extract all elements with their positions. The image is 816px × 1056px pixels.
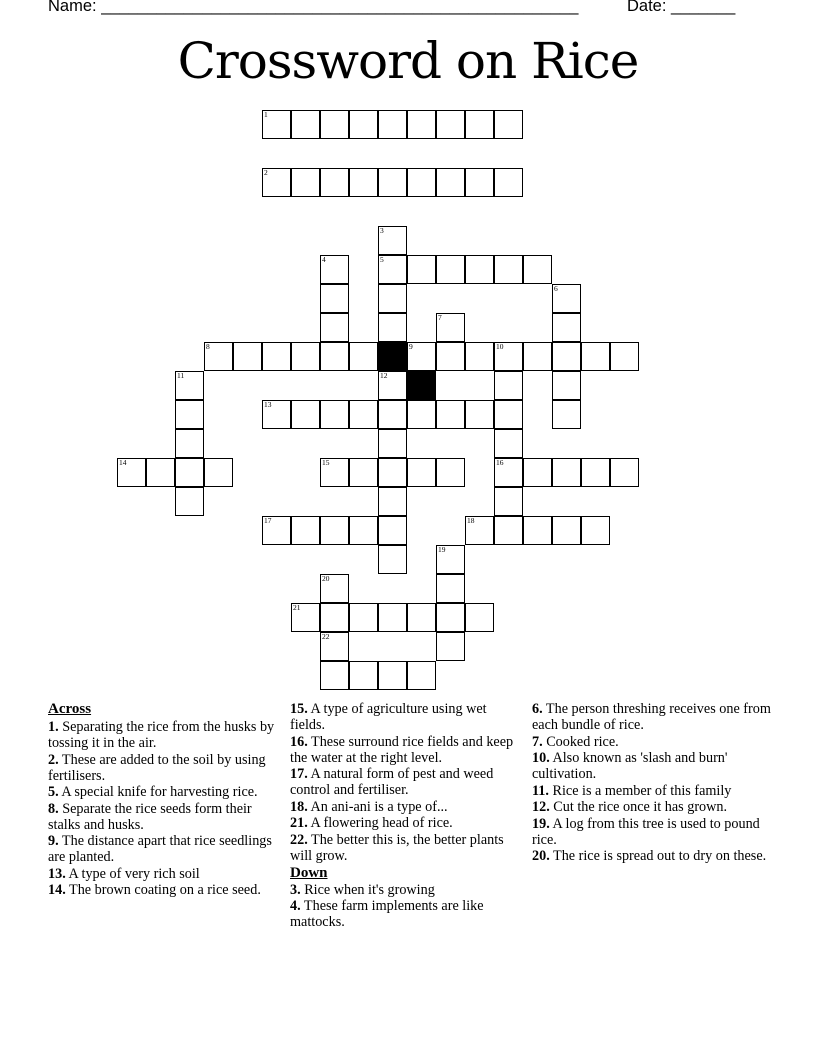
grid-cell[interactable] bbox=[378, 255, 407, 284]
cell-number: 6 bbox=[554, 284, 558, 293]
grid-cell[interactable] bbox=[436, 400, 465, 429]
cell-number: 20 bbox=[322, 574, 330, 583]
clues-column-3 bbox=[532, 701, 772, 865]
clue-text: A flowering head of rice. bbox=[307, 815, 453, 831]
clue-number: 22. bbox=[290, 831, 308, 848]
grid-cell[interactable] bbox=[378, 429, 407, 458]
name-label: Name: bbox=[48, 0, 102, 15]
grid-cell[interactable] bbox=[349, 603, 378, 632]
grid-cell[interactable] bbox=[378, 545, 407, 574]
grid-cell[interactable] bbox=[291, 400, 320, 429]
clue-text: Cut the rice once it has grown. bbox=[549, 799, 728, 815]
grid-cell[interactable] bbox=[552, 313, 581, 342]
cell-number: 21 bbox=[293, 603, 301, 612]
grid-cell[interactable] bbox=[407, 342, 436, 371]
grid-cell[interactable] bbox=[349, 661, 378, 690]
grid-cell[interactable] bbox=[175, 400, 204, 429]
grid-cell[interactable] bbox=[320, 342, 349, 371]
grid-cell[interactable] bbox=[349, 168, 378, 197]
grid-cell[interactable] bbox=[552, 342, 581, 371]
clue bbox=[48, 801, 284, 833]
clue bbox=[532, 816, 772, 848]
clue bbox=[290, 832, 522, 864]
clue-number: 18. bbox=[290, 798, 308, 815]
clue-number: 10. bbox=[532, 750, 550, 766]
grid-cell[interactable] bbox=[378, 661, 407, 690]
grid-cell[interactable] bbox=[523, 516, 552, 545]
clue-number: 17. bbox=[290, 766, 308, 782]
clue bbox=[48, 882, 284, 898]
grid-cell[interactable] bbox=[262, 168, 291, 197]
grid-cell[interactable] bbox=[407, 110, 436, 139]
grid-cell[interactable] bbox=[378, 603, 407, 632]
clue-text: An ani-ani is a type of... bbox=[307, 798, 448, 815]
cell-number: 8 bbox=[206, 342, 210, 351]
cell-number: 11 bbox=[177, 371, 185, 380]
cell-number: 14 bbox=[119, 458, 127, 467]
clue-text: Also known as 'slash and burn' cultivation. bbox=[532, 750, 728, 782]
grid-cell[interactable] bbox=[610, 458, 639, 487]
grid-cell[interactable] bbox=[436, 632, 465, 661]
name-line: ____________________________________________________ bbox=[101, 0, 579, 15]
down-heading: Down bbox=[290, 864, 328, 881]
grid-cell[interactable] bbox=[465, 168, 494, 197]
grid-cell[interactable] bbox=[552, 458, 581, 487]
clue-number: 3. bbox=[290, 881, 301, 898]
grid-cell[interactable] bbox=[378, 110, 407, 139]
grid-cell[interactable] bbox=[494, 458, 523, 487]
grid-cell[interactable] bbox=[378, 313, 407, 342]
grid-cell[interactable] bbox=[494, 487, 523, 516]
grid-cell[interactable] bbox=[320, 313, 349, 342]
grid-cell[interactable] bbox=[581, 458, 610, 487]
grid-cell[interactable] bbox=[320, 458, 349, 487]
clue-number: 15. bbox=[290, 701, 308, 717]
grid-cell[interactable] bbox=[320, 574, 349, 603]
grid-cell[interactable] bbox=[407, 661, 436, 690]
clue bbox=[290, 882, 522, 898]
grid-cell[interactable] bbox=[320, 603, 349, 632]
grid-cell[interactable] bbox=[465, 516, 494, 545]
grid-cell[interactable] bbox=[320, 255, 349, 284]
clue-text: A type of agriculture using wet fields. bbox=[290, 701, 487, 733]
grid-cell[interactable] bbox=[436, 458, 465, 487]
grid-cell[interactable] bbox=[204, 342, 233, 371]
grid-cell[interactable] bbox=[436, 342, 465, 371]
cell-number: 22 bbox=[322, 632, 330, 641]
clue-number: 14. bbox=[48, 882, 66, 898]
cell-number: 13 bbox=[264, 400, 272, 409]
grid-cell[interactable] bbox=[378, 400, 407, 429]
grid-cell[interactable] bbox=[291, 516, 320, 545]
grid-cell[interactable] bbox=[494, 400, 523, 429]
clue bbox=[48, 719, 284, 751]
grid-cell[interactable] bbox=[581, 516, 610, 545]
grid-cell[interactable] bbox=[262, 400, 291, 429]
cell-number: 15 bbox=[322, 458, 330, 467]
clue-number: 8. bbox=[48, 800, 59, 817]
clues-column-2 bbox=[290, 701, 522, 931]
clue bbox=[48, 752, 284, 784]
grid-cell[interactable] bbox=[494, 110, 523, 139]
cell-number: 4 bbox=[322, 255, 326, 264]
grid-cell[interactable] bbox=[436, 110, 465, 139]
grid-cell[interactable] bbox=[349, 458, 378, 487]
clue-text: The better this is, the better plants will grow. bbox=[290, 831, 504, 864]
grid-cell[interactable] bbox=[465, 603, 494, 632]
grid-cell[interactable] bbox=[378, 487, 407, 516]
grid-cell[interactable] bbox=[291, 603, 320, 632]
clue-text: A log from this tree is used to pound rice. bbox=[532, 815, 760, 848]
cell-number: 7 bbox=[438, 313, 442, 322]
grid-cell[interactable] bbox=[610, 342, 639, 371]
grid-cell[interactable] bbox=[494, 342, 523, 371]
cell-number: 18 bbox=[467, 516, 475, 525]
clue-text: Cooked rice. bbox=[542, 733, 619, 750]
clue bbox=[532, 734, 772, 750]
clue-number: 9. bbox=[48, 833, 59, 849]
cell-number: 9 bbox=[409, 342, 413, 351]
grid-cell[interactable] bbox=[320, 400, 349, 429]
clue-number: 20. bbox=[532, 848, 550, 864]
grid-cell[interactable] bbox=[552, 371, 581, 400]
clue bbox=[48, 866, 284, 882]
grid-cell[interactable] bbox=[436, 313, 465, 342]
grid-cell[interactable] bbox=[494, 371, 523, 400]
clue bbox=[532, 701, 772, 733]
grid-cell[interactable] bbox=[436, 168, 465, 197]
clue-text: The rice is spread out to dry on these. bbox=[549, 848, 767, 864]
grid-cell[interactable] bbox=[465, 400, 494, 429]
grid-cell[interactable] bbox=[378, 284, 407, 313]
across-heading: Across bbox=[48, 701, 92, 717]
clue-text: These farm implements are like mattocks. bbox=[290, 898, 484, 930]
clue-text: Rice is a member of this family bbox=[548, 782, 732, 799]
grid-cell[interactable] bbox=[349, 400, 378, 429]
clue-number: 1. bbox=[48, 719, 59, 735]
grid-cell[interactable] bbox=[349, 516, 378, 545]
cell-number: 10 bbox=[496, 342, 504, 351]
grid-cell[interactable] bbox=[262, 110, 291, 139]
clue-text: The person threshing receives one from each bundle of rice. bbox=[532, 701, 771, 733]
cell-number: 16 bbox=[496, 458, 504, 467]
clue bbox=[290, 734, 522, 766]
grid-cell[interactable] bbox=[523, 255, 552, 284]
grid-cell[interactable] bbox=[378, 458, 407, 487]
cell-number: 2 bbox=[264, 168, 268, 177]
cell-number: 12 bbox=[380, 371, 388, 380]
clues-column-1 bbox=[48, 701, 284, 899]
clue-text: These surround rice fields and keep the water at the right level. bbox=[290, 733, 514, 766]
clue-number: 4. bbox=[290, 898, 301, 914]
clue bbox=[532, 750, 772, 782]
grid-cell[interactable] bbox=[378, 226, 407, 255]
grid-cell[interactable] bbox=[146, 458, 175, 487]
clue-number: 12. bbox=[532, 799, 550, 815]
grid-cell[interactable] bbox=[494, 516, 523, 545]
grid-cell[interactable] bbox=[436, 255, 465, 284]
grid-cell[interactable] bbox=[320, 110, 349, 139]
grid-cell[interactable] bbox=[465, 110, 494, 139]
grid-cell[interactable] bbox=[175, 429, 204, 458]
grid-cell[interactable] bbox=[407, 458, 436, 487]
grid-cell[interactable] bbox=[291, 342, 320, 371]
grid-cell[interactable] bbox=[117, 458, 146, 487]
grid-cell[interactable] bbox=[175, 487, 204, 516]
grid-cell[interactable] bbox=[320, 661, 349, 690]
clue-text: The brown coating on a rice seed. bbox=[65, 882, 261, 898]
grid-cell[interactable] bbox=[175, 371, 204, 400]
grid-cell[interactable] bbox=[407, 168, 436, 197]
clue-number: 19. bbox=[532, 815, 550, 832]
grid-cell[interactable] bbox=[436, 574, 465, 603]
cell-number: 19 bbox=[438, 545, 446, 554]
clue-text: Separate the rice seeds form their stalks and husks. bbox=[48, 800, 252, 833]
clue-number: 5. bbox=[48, 784, 59, 800]
page-title: Crossword on Rice bbox=[177, 32, 639, 90]
grid-cell[interactable] bbox=[320, 632, 349, 661]
grid-cell[interactable] bbox=[436, 603, 465, 632]
clue bbox=[290, 799, 522, 815]
clue-text: These are added to the soil by using fertilisers. bbox=[48, 751, 266, 784]
clue-text: Rice when it's growing bbox=[300, 881, 435, 898]
grid-cell[interactable] bbox=[523, 342, 552, 371]
clue bbox=[290, 701, 522, 733]
grid-cell[interactable] bbox=[349, 342, 378, 371]
clue-number: 7. bbox=[532, 733, 543, 750]
grid-cell[interactable] bbox=[175, 458, 204, 487]
grid-cell[interactable] bbox=[291, 110, 320, 139]
cell-number: 5 bbox=[380, 255, 384, 264]
clue bbox=[290, 898, 522, 930]
clue-text: A natural form of pest and weed control and fertiliser. bbox=[290, 766, 494, 798]
grid-cell[interactable] bbox=[407, 400, 436, 429]
date-label: Date: bbox=[627, 0, 672, 15]
grid-cell[interactable] bbox=[320, 284, 349, 313]
date-line: _______ bbox=[671, 0, 736, 15]
clue-number: 16. bbox=[290, 733, 308, 750]
grid-cell[interactable] bbox=[552, 284, 581, 313]
cell-number: 17 bbox=[264, 516, 272, 525]
grid-cell[interactable] bbox=[378, 516, 407, 545]
grid-cell[interactable] bbox=[581, 342, 610, 371]
clue-text: Separating the rice from the husks by tossing it in the air. bbox=[48, 719, 275, 751]
grid-cell[interactable] bbox=[494, 255, 523, 284]
grid-cell[interactable] bbox=[262, 516, 291, 545]
grid-cell[interactable] bbox=[465, 342, 494, 371]
grid-cell[interactable] bbox=[204, 458, 233, 487]
grid-cell[interactable] bbox=[407, 603, 436, 632]
grid-cell[interactable] bbox=[494, 168, 523, 197]
clue-number: 2. bbox=[48, 751, 59, 768]
grid-cell[interactable] bbox=[552, 516, 581, 545]
clue-text: A type of very rich soil bbox=[65, 865, 200, 882]
grid-cell[interactable] bbox=[494, 429, 523, 458]
clue bbox=[532, 799, 772, 815]
blocked-cell bbox=[378, 342, 407, 371]
grid-cell[interactable] bbox=[378, 168, 407, 197]
grid-cell[interactable] bbox=[320, 168, 349, 197]
grid-cell[interactable] bbox=[349, 110, 378, 139]
clue-text: A special knife for harvesting rice. bbox=[58, 784, 258, 800]
grid-cell[interactable] bbox=[436, 545, 465, 574]
grid-cell[interactable] bbox=[552, 400, 581, 429]
clue-number: 11. bbox=[532, 782, 549, 799]
cell-number: 3 bbox=[380, 226, 384, 235]
clue bbox=[290, 815, 522, 831]
grid-cell[interactable] bbox=[523, 458, 552, 487]
blocked-cell bbox=[407, 371, 436, 400]
clue bbox=[532, 783, 772, 799]
clue-number: 21. bbox=[290, 815, 308, 831]
grid-cell[interactable] bbox=[233, 342, 262, 371]
grid-cell[interactable] bbox=[465, 255, 494, 284]
clue-text: The distance apart that rice seedlings are planted. bbox=[48, 833, 272, 865]
clue bbox=[48, 784, 284, 800]
grid-cell[interactable] bbox=[407, 255, 436, 284]
grid-cell[interactable] bbox=[378, 371, 407, 400]
clue-number: 6. bbox=[532, 701, 543, 717]
cell-number: 1 bbox=[264, 110, 268, 119]
clue-number: 13. bbox=[48, 865, 66, 882]
grid-cell[interactable] bbox=[320, 516, 349, 545]
clue bbox=[48, 833, 284, 865]
clue bbox=[290, 766, 522, 798]
grid-cell[interactable] bbox=[291, 168, 320, 197]
grid-cell[interactable] bbox=[262, 342, 291, 371]
clue bbox=[532, 848, 772, 864]
